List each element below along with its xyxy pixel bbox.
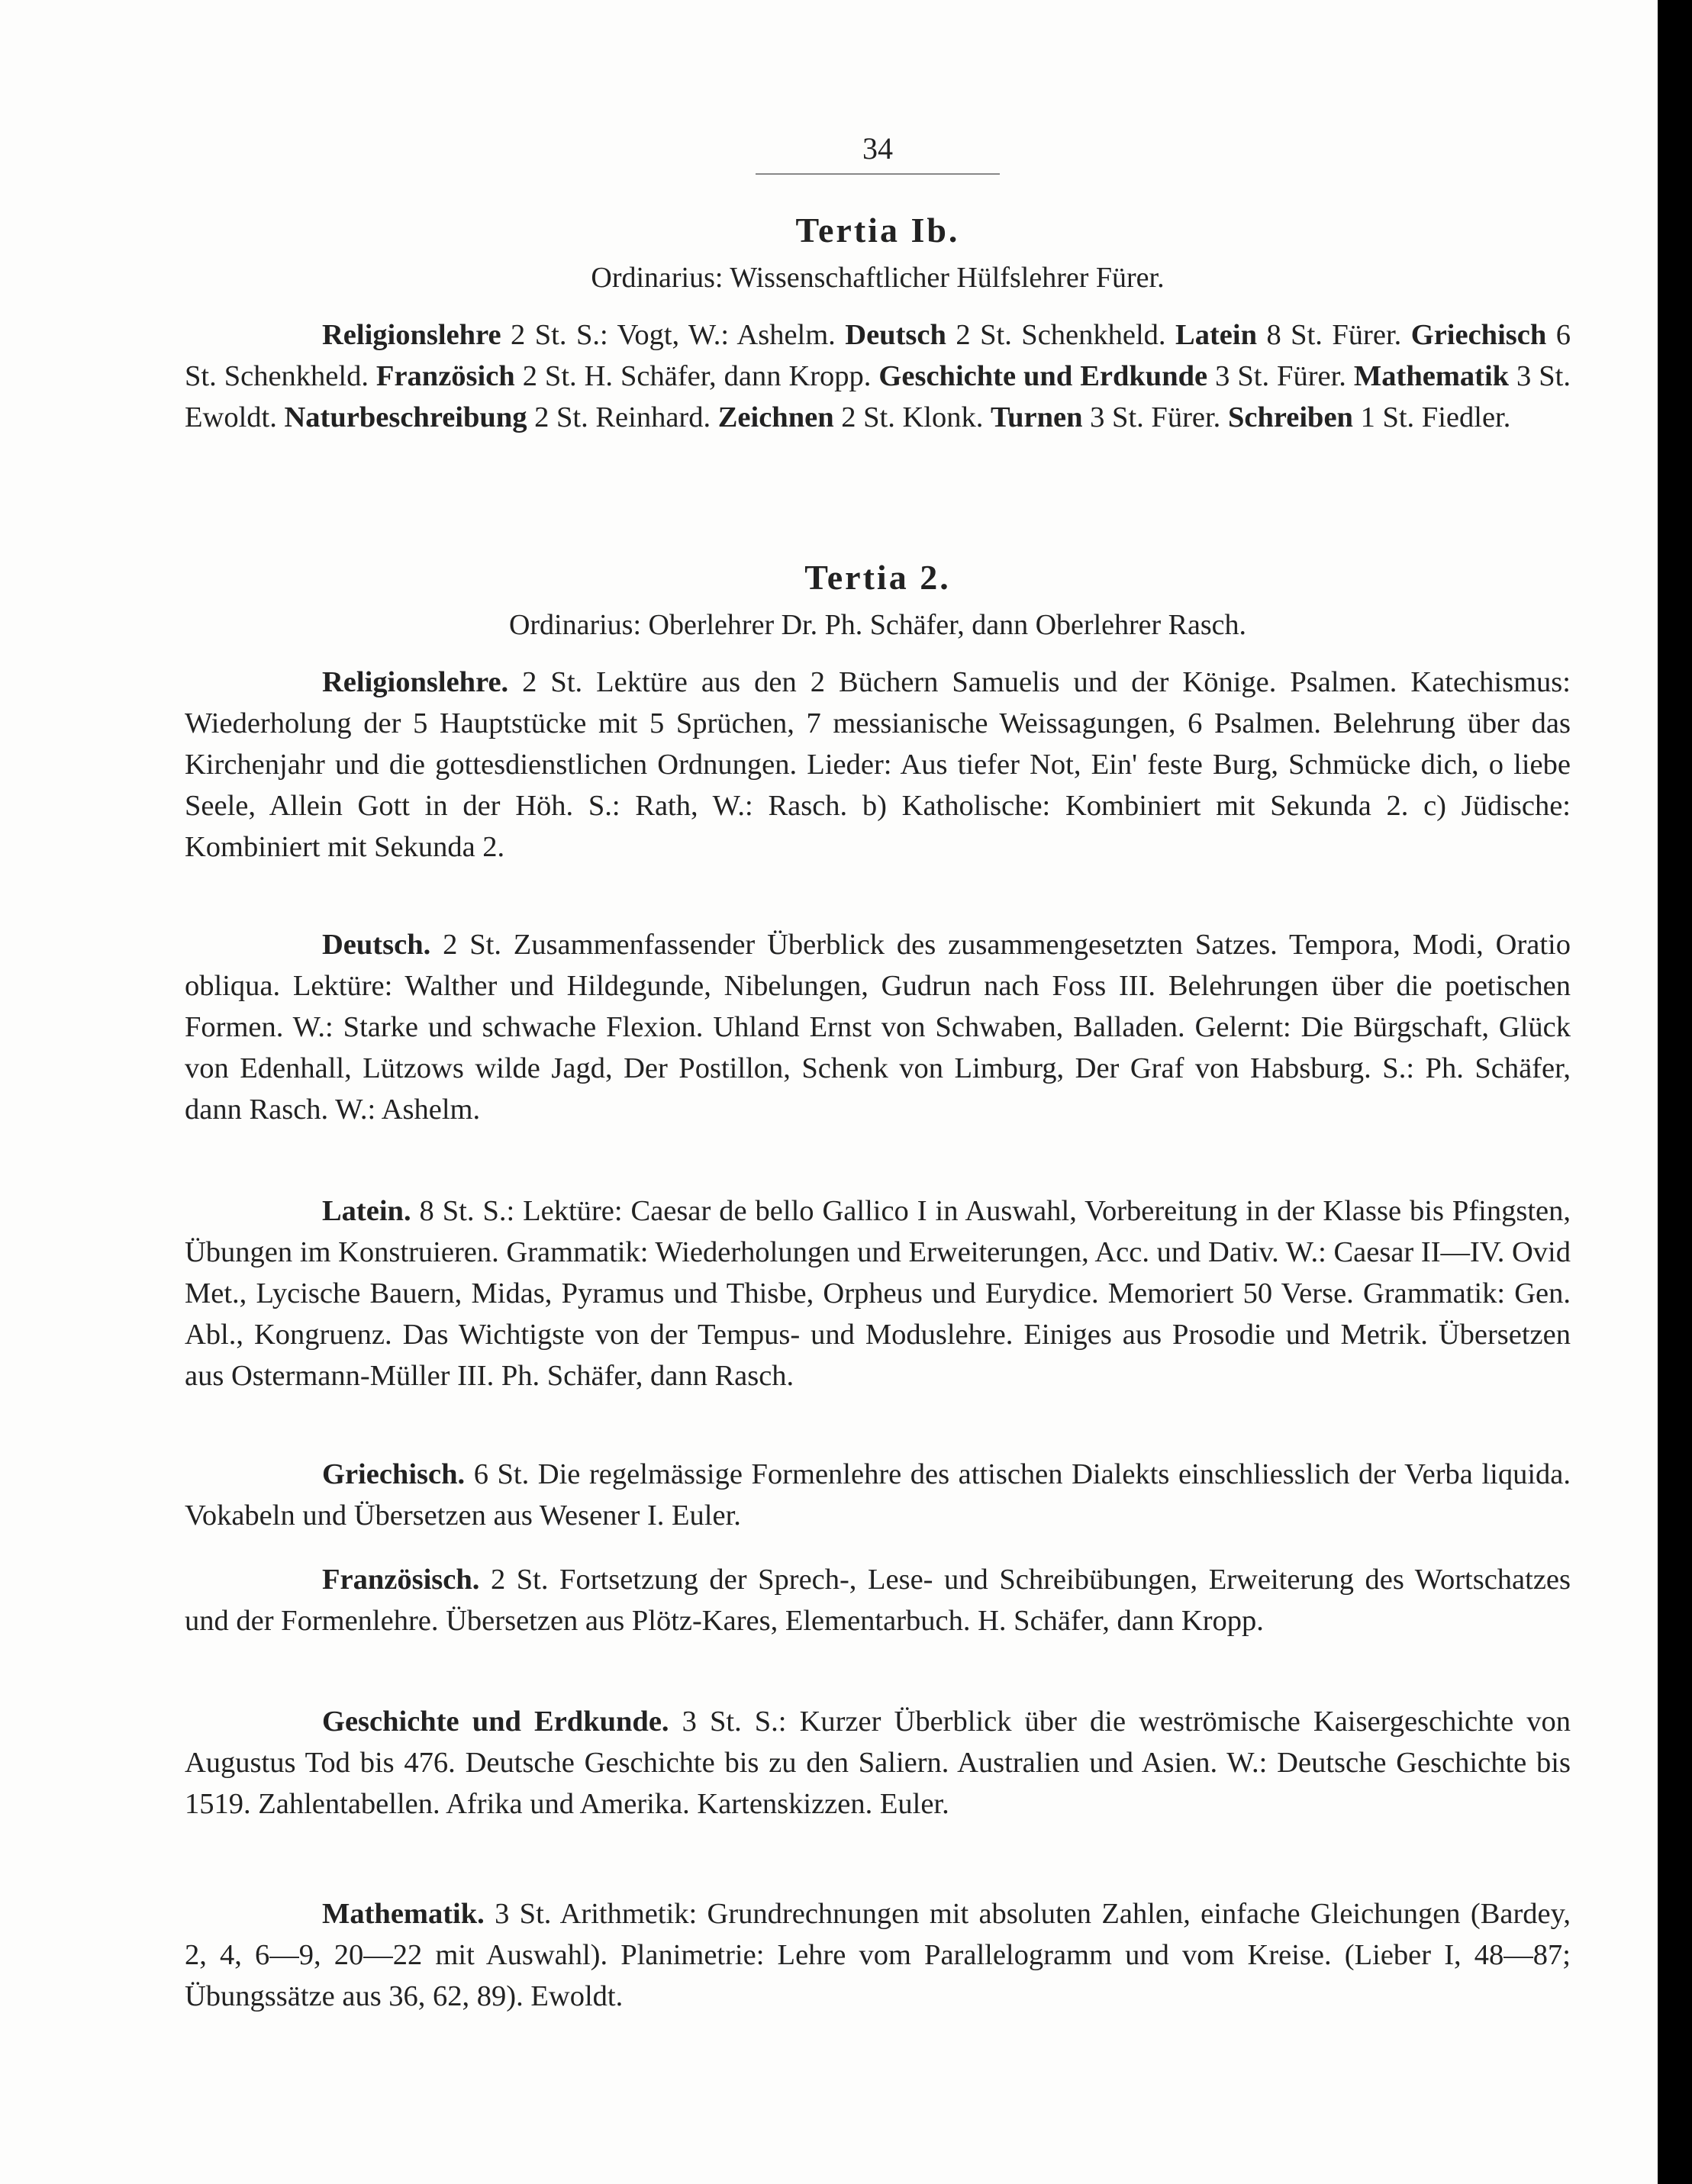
subject-name: Deutsch	[845, 319, 946, 351]
section-title-tertia-1b: Tertia Ib.	[795, 211, 960, 250]
subject-detail: 2 St. Schenkheld.	[946, 319, 1176, 351]
paragraph-religionslehre	[185, 662, 1571, 868]
subject-detail: 6 St. Die regelmässige Formenlehre des attischen Dialekts einschliesslich der Verba liquida. Vokabeln und Übersetzen aus Wesener I. Euler.	[185, 1458, 1571, 1532]
subject-detail: 2 St. Lektüre aus den 2 Büchern Samuelis und der Könige. Psalmen. Katechismus: Wiederholung der 5 Hauptstücke mit 5 Sprüchen, 7 messianische Weissagungen, 6 Psalmen. Belehrung über das Kirchenjahr und die gottesdienstlichen Ordnungen. Lieder: Aus tiefer Not, Ein' feste Burg, Schmücke dich, o liebe Seele, Allein Gott in der Höh. S.: Rath, W.: Rasch. b) Katholische: Kombiniert mit Sekunda 2. c) Jüdische: Kombiniert mit Sekunda 2.	[185, 666, 1571, 863]
ordinarius-line-2: Ordinarius: Oberlehrer Dr. Ph. Schäfer, dann Oberlehrer Rasch.	[508, 609, 1247, 641]
subject-summary-paragraph	[185, 314, 1571, 438]
subject-name: Deutsch.	[322, 929, 431, 961]
subject-detail: 2 St. Klonk.	[833, 401, 991, 433]
subject-name: Geschichte und Erdkunde	[878, 360, 1208, 392]
ordinarius-line-1: Ordinarius: Wissenschaftlicher Hülfslehrer Fürer.	[591, 262, 1165, 294]
subject-name: Griechisch.	[322, 1458, 466, 1490]
subject-detail: 3 St. Ewoldt.	[185, 360, 1571, 433]
subject-detail: 2 St. Fortsetzung der Sprech-, Lese- und Schreibübungen, Erweiterung des Wortschatzes und der Formenlehre. Übersetzen aus Plötz-Kares, Elementarbuch. H. Schäfer, dann Kropp.	[185, 1564, 1571, 1637]
subject-name: Schreiben	[1227, 401, 1353, 433]
subject-name: Französisch.	[322, 1564, 480, 1596]
subject-name: Turnen	[990, 401, 1083, 433]
subject-name: Mathematik.	[322, 1898, 485, 1930]
subject-detail: 3 St. Arithmetik: Grundrechnungen mit absoluten Zahlen, einfache Gleichungen (Bardey, 2, 4, 6—9, 20—22 mit Auswahl). Planimetrie: Lehre vom Parallelogramm und vom Kreise. (Lieber I, 48—87; Übungssätze aus 36, 62, 89). Ewoldt.	[185, 1898, 1571, 2012]
subject-detail: 1 St. Fiedler.	[1352, 401, 1511, 433]
subject-name: Religionslehre	[322, 319, 501, 351]
subject-detail: 2 St. H. Schäfer, dann Kropp.	[514, 360, 879, 392]
scan-border	[1658, 0, 1692, 2184]
subject-name: Naturbeschreibung	[284, 401, 527, 433]
subject-name: Zeichnen	[717, 401, 834, 433]
paragraph-deutsch	[185, 924, 1571, 1130]
subject-detail: 8 St. S.: Lektüre: Caesar de bello Gallico I in Auswahl, Vorbereitung in der Klasse bis Pfingsten, Übungen im Konstruieren. Grammatik: Wiederholungen und Erweiterungen, Acc. und Dativ. W.: Caesar II—IV. Ovid Met., Lycische Bauern, Midas, Pyramus und Thisbe, Orpheus und Eurydice. Memoriert 50 Verse. Grammatik: Gen. Abl., Kongruenz. Das Wichtigste von der Tempus- und Moduslehre. Einiges aus Prosodie und Metrik. Übersetzen aus Ostermann-Müller III. Ph. Schäfer, dann Rasch.	[185, 1195, 1571, 1392]
subject-detail: 3 St. S.: Kurzer Überblick über die weströmische Kaisergeschichte von Augustus Tod bis 476. Deutsche Geschichte bis zu den Saliern. Australien und Asien. W.: Deutsche Geschichte bis 1519. Zahlentabellen. Afrika und Amerika. Kartenskizzen. Euler.	[185, 1706, 1571, 1820]
subject-detail: 3 St. Fürer.	[1207, 360, 1354, 392]
section-title-tertia-2: Tertia 2.	[804, 558, 951, 597]
paragraph-mathematik	[185, 1893, 1571, 2017]
subject-name: Geschichte und Erdkunde.	[322, 1706, 669, 1738]
subject-name: Latein.	[322, 1195, 411, 1227]
subject-detail: 8 St. Fürer.	[1256, 319, 1411, 351]
page-number: 34	[862, 131, 893, 166]
subject-name: Religionslehre.	[322, 666, 509, 698]
paragraph-geschichte-erdkunde	[185, 1701, 1571, 1825]
subject-detail: 6 St. Schenkheld.	[185, 319, 1571, 392]
subject-name: Griechisch	[1410, 319, 1547, 351]
subject-detail: 2 St. S.: Vogt, W.: Ashelm.	[501, 319, 846, 351]
subject-name: Mathematik	[1353, 360, 1510, 392]
paragraph-latein	[185, 1190, 1571, 1396]
header-rule	[756, 173, 1000, 175]
paragraph-franzoesisch	[185, 1559, 1571, 1641]
subject-detail: 2 St. Zusammenfassender Überblick des zusammengesetzten Satzes. Tempora, Modi, Oratio obliqua. Lektüre: Walther und Hildegunde, Nibelungen, Gudrun nach Foss III. Belehrungen über die poetischen Formen. W.: Starke und schwache Flexion. Uhland Ernst von Schwaben, Balladen. Gelernt: Die Bürgschaft, Glück von Edenhall, Lützows wilde Jagd, Der Postillon, Schenk von Limburg, Der Graf von Habsburg. S.: Ph. Schäfer, dann Rasch. W.: Ashelm.	[185, 929, 1571, 1126]
subject-detail: 2 St. Reinhard.	[527, 401, 718, 433]
subject-detail: 3 St. Fürer.	[1082, 401, 1228, 433]
subject-name: Latein	[1175, 319, 1257, 351]
subject-name: Französich	[375, 360, 515, 392]
paragraph-griechisch	[185, 1454, 1571, 1536]
